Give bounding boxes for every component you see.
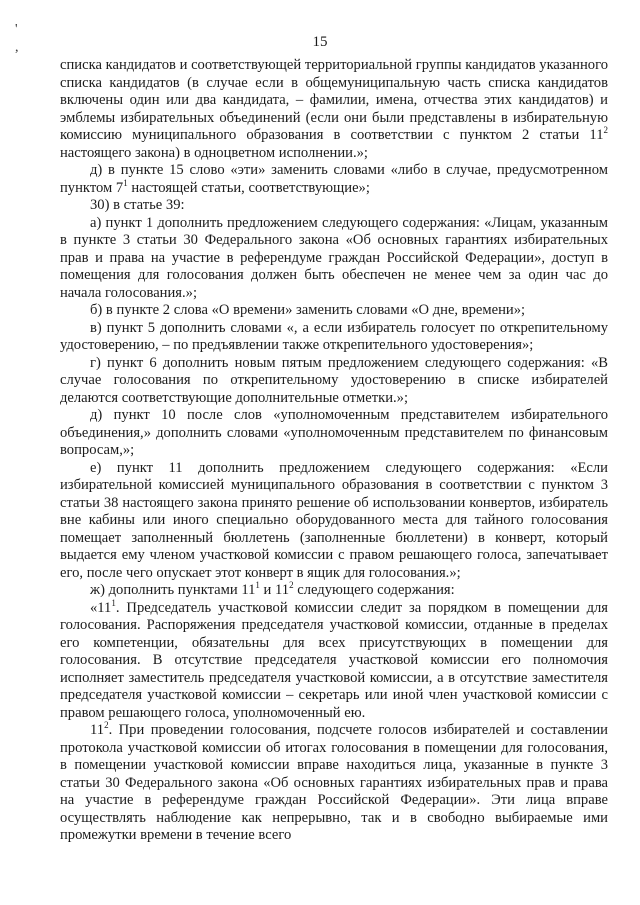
superscript: 2 (603, 125, 608, 136)
paragraph-p3 (60, 197, 608, 215)
paragraph-p10 (60, 582, 608, 600)
text-run: б) в пункте 2 слова «О времени» заменить словами «О дне, времени»; (90, 302, 526, 318)
margin-mark: , (15, 40, 19, 55)
text-run: 30) в статье 39: (90, 197, 185, 213)
paragraph-p4 (60, 215, 608, 303)
text-run: следующего содержания: (293, 582, 455, 598)
superscript: 1 (255, 580, 260, 591)
text-run: списка кандидатов и соответствующей территориальной группы кандидатов указанного списка кандидатов (в случае если в общемуниципальную часть списка кандидатов включены один или два кандидата, – фамилии, имена, отчества этих кандидатов) и эмблемы избирательных объединений (если они были представлены в избирательную комиссию муниципального образования в соответствии с пунктом 2 статьи 11 (60, 57, 608, 143)
paragraph-p12 (60, 722, 608, 845)
text-run: в) пункт 5 дополнить словами «, а если избиратель голосует по открепительному удостоверению, – по предъявлении также открепительного удостоверения»; (60, 319, 608, 353)
margin-mark: ' (15, 22, 18, 37)
text-run: «11 (90, 599, 112, 616)
paragraph-p8 (60, 407, 608, 460)
text-run: ж) дополнить пунктами 11 (90, 582, 256, 598)
page-number: 15 (312, 34, 328, 50)
text-run: д) в пункте 15 слово «эти» заменить словами «либо в случае, предусмотренном пунктом 7 (60, 162, 608, 196)
paragraph-p5 (60, 302, 608, 320)
paragraph-p7 (60, 355, 608, 408)
superscript: 1 (123, 177, 128, 188)
text-run: 11 (90, 722, 105, 738)
superscript: 2 (289, 580, 294, 591)
paragraph-p1 (60, 57, 608, 162)
text-run: д) пункт 10 после слов «уполномоченным представителем избирательного объединения,» дополнить словами «уполномоченным представителем по финансовым вопросам,»; (60, 407, 608, 458)
text-run: . При проведении голосования, подсчете голосов избирателей и составлении протокола участковой комиссии об итогах голосования в помещении для голосования, в помещении участковой комиссии вправе находиться лица, указанные в пункте 3 статьи 30 Федерального закона «Об основных гарантиях избирательных прав и права на участие в референдуме граждан Российской Федерации». Эти лица вправе осуществлять наблюдение как непрерывно, так и в свободно выбираемые ими промежутки времени в течение всего (60, 722, 608, 843)
text-run: е) пункт 11 дополнить предложением следующего содержания: «Если избирательной комиссией муниципального образования в соответствии с пунктом 3 статьи 38 настоящего закона принято решение об использовании конвертов, избиратель вне кабины или иного специально оборудованного места для тайного голосования помещает заполненный бюллетень (заполненные бюллетени) в конверт, который выдается ему членом участковой комиссии с правом решающего голоса, запечатывает его, после чего опускает этот конверт в ящик для голосования.»; (60, 459, 608, 581)
text-run: . Председатель участковой комиссии следит за порядком в помещении для голосования. Распоряжения председателя участковой комиссии, отданные в пределах его компетенции, обязательны для всех присутствующих в помещении для голосования. В отсутствие председателя участковой комиссии его полномочия исполняет заместитель председателя участковой комиссии, а в отсутствие заместителя председателя участковой комиссии – секретарь или иной член участковой комиссии с правом решающего голоса, уполномоченный ею. (60, 599, 608, 721)
superscript: 1 (111, 597, 116, 608)
text-run: настоящей статьи, соответствующие»; (127, 179, 370, 196)
paragraph-p9 (60, 460, 608, 583)
text-run: настоящего закона) в одноцветном исполнении.»; (60, 144, 368, 161)
superscript: 2 (104, 720, 109, 731)
document-body (60, 57, 608, 845)
text-run: г) пункт 6 дополнить новым пятым предложением следующего содержания: «В случае голосования по открепительному удостоверению в списке избирателей делаются соответствующие дополнительные отметки.»; (60, 354, 608, 406)
paragraph-p6 (60, 320, 608, 355)
text-run: и 11 (259, 582, 290, 598)
text-run: а) пункт 1 дополнить предложением следующего содержания: «Лицам, указанным в пункте 3 статьи 30 Федерального закона «Об основных гарантиях избирательных прав и права на участие в референдуме граждан Российской Федерации», доступ в помещения для голосования должен быть обеспечен не менее чем за один час до начала голосования.»; (60, 214, 608, 301)
paragraph-p11 (60, 597, 608, 723)
paragraph-p2 (60, 162, 608, 197)
